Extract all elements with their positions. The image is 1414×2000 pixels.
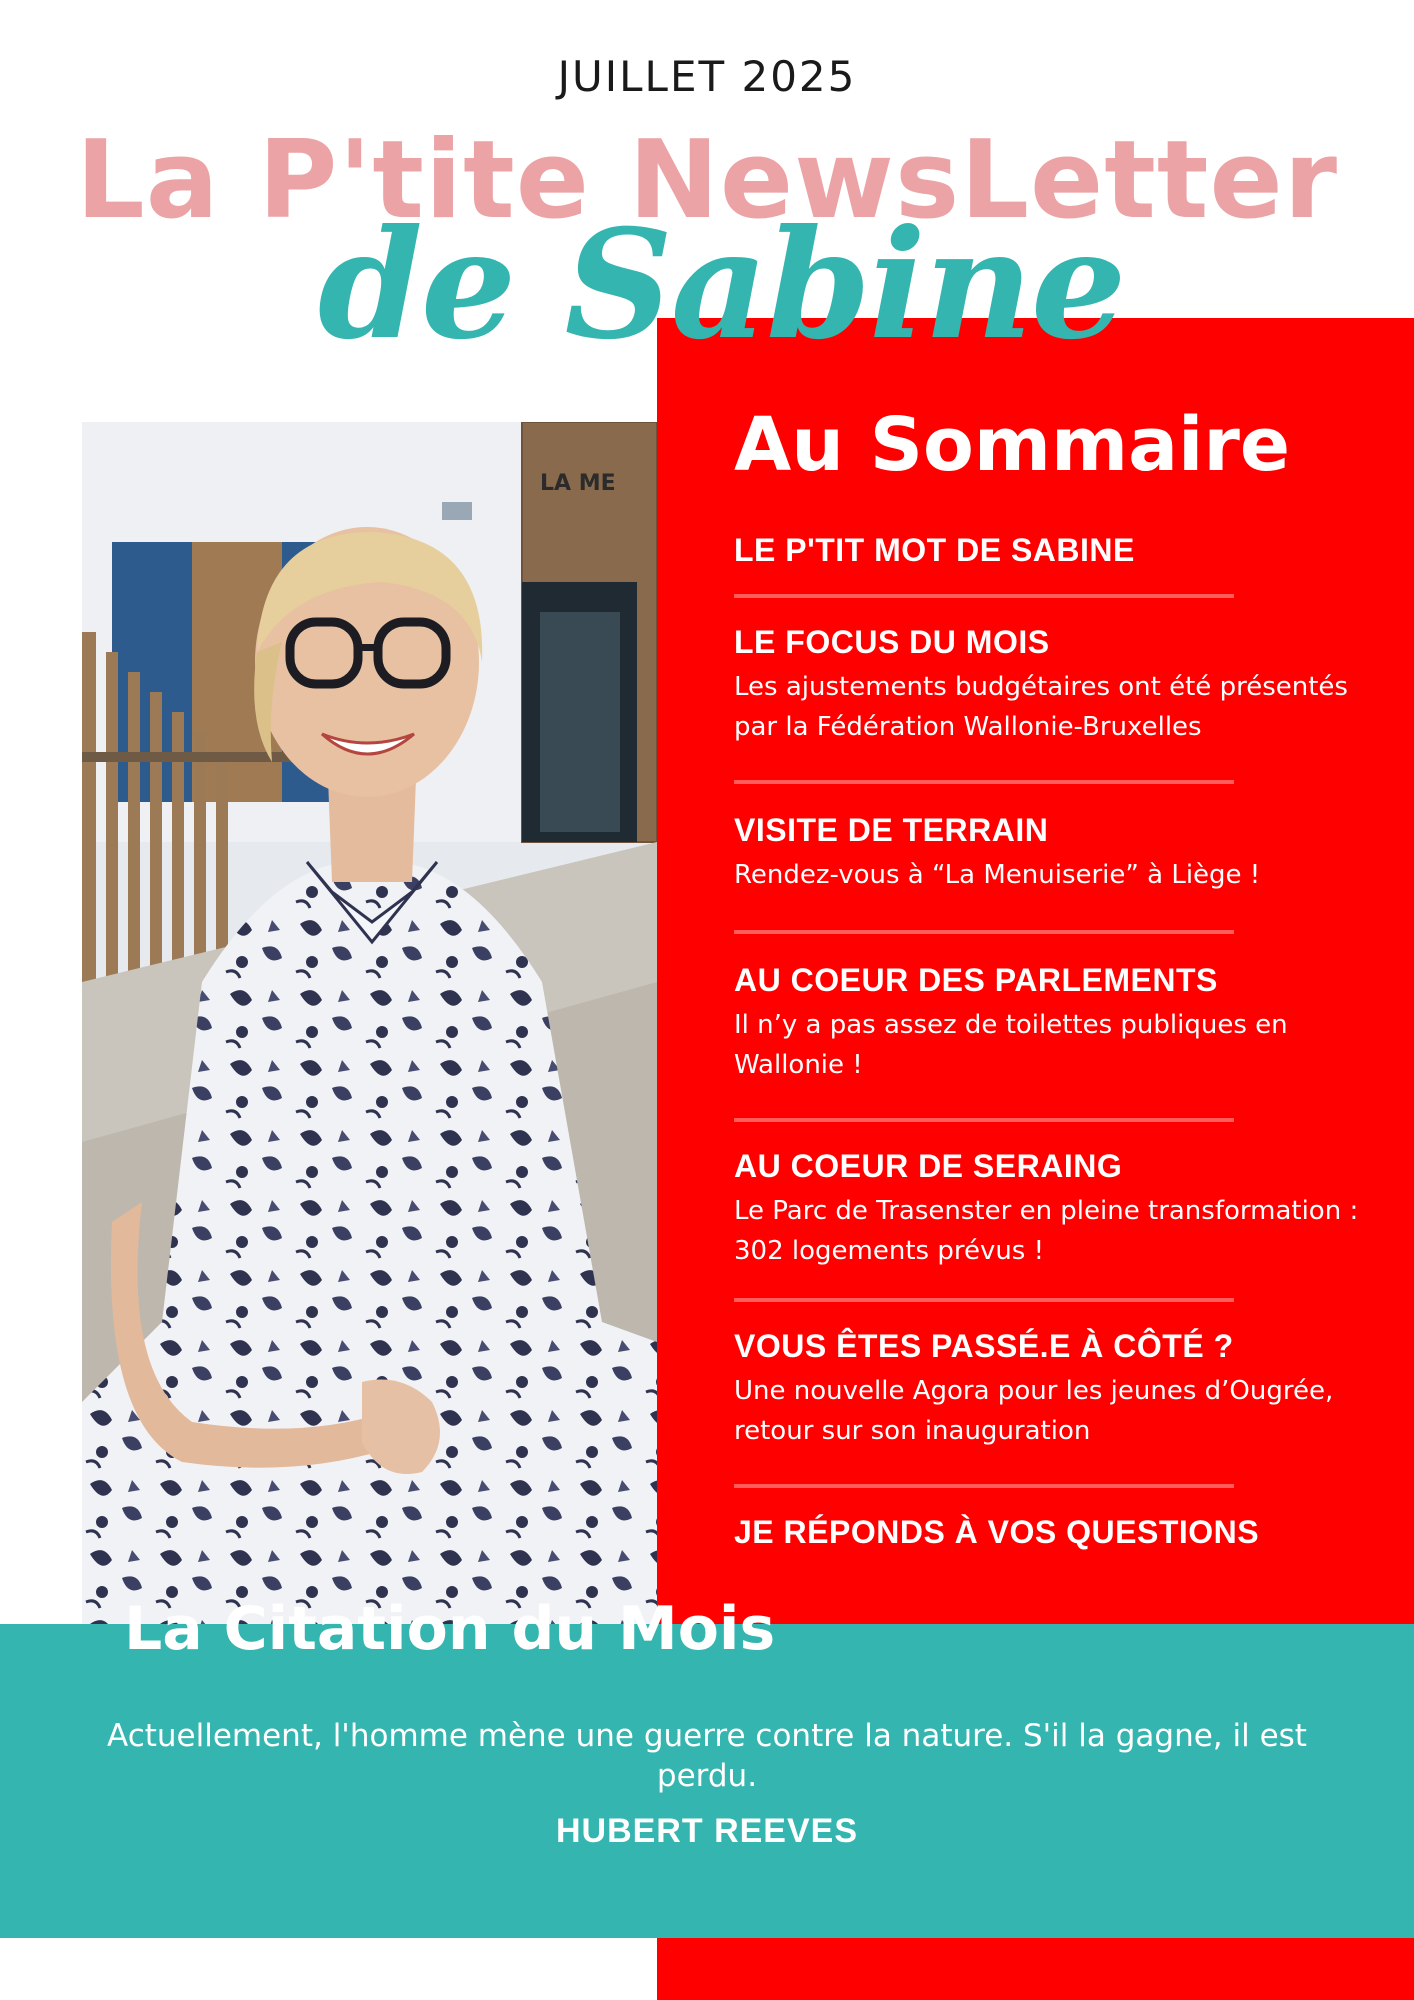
summary-item-title: JE RÉPONDS À VOS QUESTIONS [734,1514,1260,1550]
divider [734,780,1234,784]
summary-item-title: LE P'TIT MOT DE SABINE [734,532,1135,568]
summary-item-title: VOUS ÊTES PASSÉ.E À CÔTÉ ? [734,1328,1234,1364]
summary-item[interactable] [734,962,1394,1085]
summary-item-description: Une nouvelle Agora pour les jeunes d’Ougrée, retour sur son inauguration [734,1376,1334,1446]
newsletter-title: La P'tite NewsLetter [75,118,1339,243]
summary-item[interactable] [734,1328,1394,1451]
summary-item-description: Il n’y a pas assez de toilettes publiques en Wallonie ! [734,1010,1288,1080]
summary-item-title: VISITE DE TERRAIN [734,812,1049,848]
newsletter-subtitle: de Sabine [318,197,1125,373]
divider [734,930,1234,934]
quote-author: HUBERT REEVES [555,1812,859,1850]
issue-date: JUILLET 2025 [557,52,857,101]
summary-item[interactable] [734,532,1394,569]
summary-item-title: LE FOCUS DU MOIS [734,624,1050,660]
portrait-photo [82,422,657,1624]
summary-item-description: Le Parc de Trasenster en pleine transformation : 302 logements prévus ! [734,1196,1359,1266]
summary-item-title: AU COEUR DES PARLEMENTS [734,962,1218,998]
divider [734,1118,1234,1122]
divider [734,594,1234,598]
divider [734,1298,1234,1302]
quote-text: Actuellement, l'homme mène une guerre contre la nature. S'il la gagne, il est perdu. [107,1718,1307,1794]
summary-item[interactable] [734,624,1394,747]
summary-item-title: AU COEUR DE SERAING [734,1148,1123,1184]
summary-item-description: Les ajustements budgétaires ont été présentés par la Fédération Wallonie-Bruxelles [734,672,1348,742]
summary-item[interactable] [734,812,1394,895]
building-sign: LA ME [540,471,616,496]
summary-item[interactable] [734,1514,1394,1551]
summary-item[interactable] [734,1148,1394,1271]
summary-item-description: Rendez-vous à “La Menuiserie” à Liège ! [734,860,1261,890]
divider [734,1484,1234,1488]
summary-heading: Au Sommaire [734,402,1291,488]
quote-heading: La Citation du Mois [124,1594,776,1664]
